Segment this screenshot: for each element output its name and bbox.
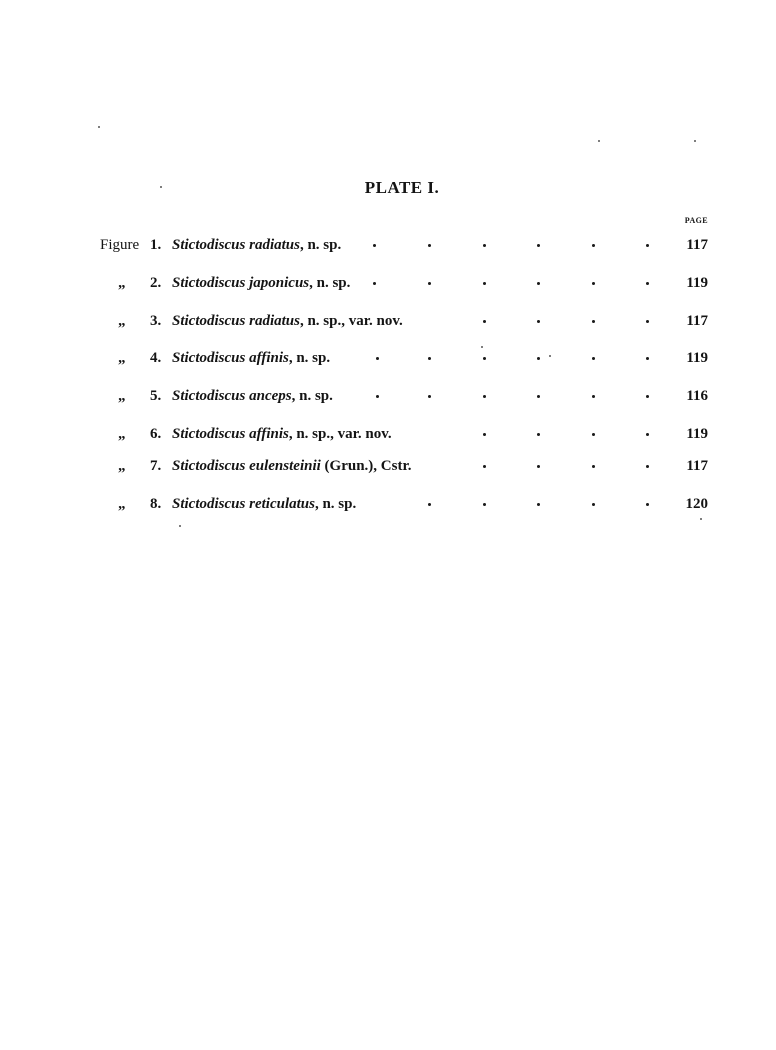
entry-description <box>172 385 333 407</box>
dot-leader <box>360 493 660 515</box>
dot-leader <box>360 310 660 332</box>
dot-leader <box>360 234 660 256</box>
entry-page-number: 119 <box>686 350 708 366</box>
entry-description <box>172 347 330 369</box>
figure-entry-6 <box>0 423 776 445</box>
entry-page-number: 116 <box>686 388 708 404</box>
scan-speck <box>700 518 702 520</box>
figure-entry-1 <box>0 234 776 256</box>
entry-number: 6. <box>150 426 162 442</box>
ditto-mark: „ <box>118 426 126 442</box>
entry-epithet: reticulatus <box>249 496 315 512</box>
entry-qualifier: , n. sp. <box>299 237 342 253</box>
entry-qualifier: , n. sp. <box>309 275 351 291</box>
entry-epithet: affinis <box>249 350 289 366</box>
entry-epithet: eulensteinii <box>249 458 321 474</box>
entry-qualifier: , n. sp. <box>291 388 333 404</box>
entry-lead-label: Figure <box>100 237 140 253</box>
entry-page-number: 120 <box>685 496 708 512</box>
entry-genus: Stictodiscus <box>172 237 246 253</box>
scan-speck <box>98 126 100 128</box>
entry-number: 7. <box>150 458 162 474</box>
entry-page-number: 117 <box>686 237 708 253</box>
entry-number: 1. <box>150 237 162 253</box>
entry-qualifier: , n. sp., var. nov. <box>299 313 403 329</box>
scan-speck <box>481 346 483 348</box>
dot-leader <box>360 347 660 369</box>
entry-epithet: anceps <box>249 388 292 404</box>
page-column-header: PAGE <box>684 216 708 225</box>
entry-qualifier: , n. sp. <box>314 496 357 512</box>
figure-entry-8 <box>0 493 776 515</box>
entry-epithet: japonicus <box>249 275 310 291</box>
plate-title: PLATE I. <box>364 178 440 197</box>
entry-number: 8. <box>150 496 162 512</box>
dot-leader <box>360 455 660 477</box>
figure-entry-4 <box>0 347 776 369</box>
entry-genus: Stictodiscus <box>172 388 246 404</box>
entry-genus: Stictodiscus <box>172 350 246 366</box>
entry-genus: Stictodiscus <box>172 426 246 442</box>
entry-page-number: 117 <box>686 458 708 474</box>
entry-description <box>172 272 350 294</box>
entry-genus: Stictodiscus <box>172 496 246 512</box>
entry-number: 3. <box>150 313 162 329</box>
entry-page-number: 119 <box>686 275 708 291</box>
ditto-mark: „ <box>118 388 126 404</box>
ditto-mark: „ <box>118 496 126 512</box>
entry-description <box>172 493 356 515</box>
ditto-mark: „ <box>118 275 126 291</box>
ditto-mark: „ <box>118 458 126 474</box>
ditto-mark: „ <box>118 350 126 366</box>
entry-qualifier: (Grun.), Cstr. <box>320 458 412 474</box>
dot-leader <box>360 272 660 294</box>
entry-qualifier: , n. sp., var. nov. <box>288 426 392 442</box>
entry-genus: Stictodiscus <box>172 275 246 291</box>
entry-genus: Stictodiscus <box>172 313 246 329</box>
ditto-mark: „ <box>118 313 126 329</box>
entry-epithet: affinis <box>249 426 289 442</box>
entry-genus: Stictodiscus <box>172 458 246 474</box>
dot-leader <box>360 423 660 445</box>
scan-speck <box>598 140 600 142</box>
entry-number: 5. <box>150 388 162 404</box>
scan-speck <box>549 355 551 357</box>
entry-page-number: 117 <box>686 313 708 329</box>
scan-speck <box>694 140 696 142</box>
figure-entry-3 <box>0 310 776 332</box>
scan-speck <box>179 525 181 527</box>
scan-speck <box>160 186 162 188</box>
figure-entry-7 <box>0 455 776 477</box>
figure-entry-5 <box>0 385 776 407</box>
entry-epithet: radiatus <box>249 313 300 329</box>
entry-qualifier: , n. sp. <box>288 350 331 366</box>
entry-description <box>172 234 341 256</box>
entry-number: 4. <box>150 350 162 366</box>
entry-epithet: radiatus <box>249 237 300 253</box>
dot-leader <box>360 385 660 407</box>
entry-number: 2. <box>150 275 162 291</box>
entry-description <box>172 423 392 445</box>
entry-page-number: 119 <box>686 426 708 442</box>
figure-entry-2 <box>0 272 776 294</box>
